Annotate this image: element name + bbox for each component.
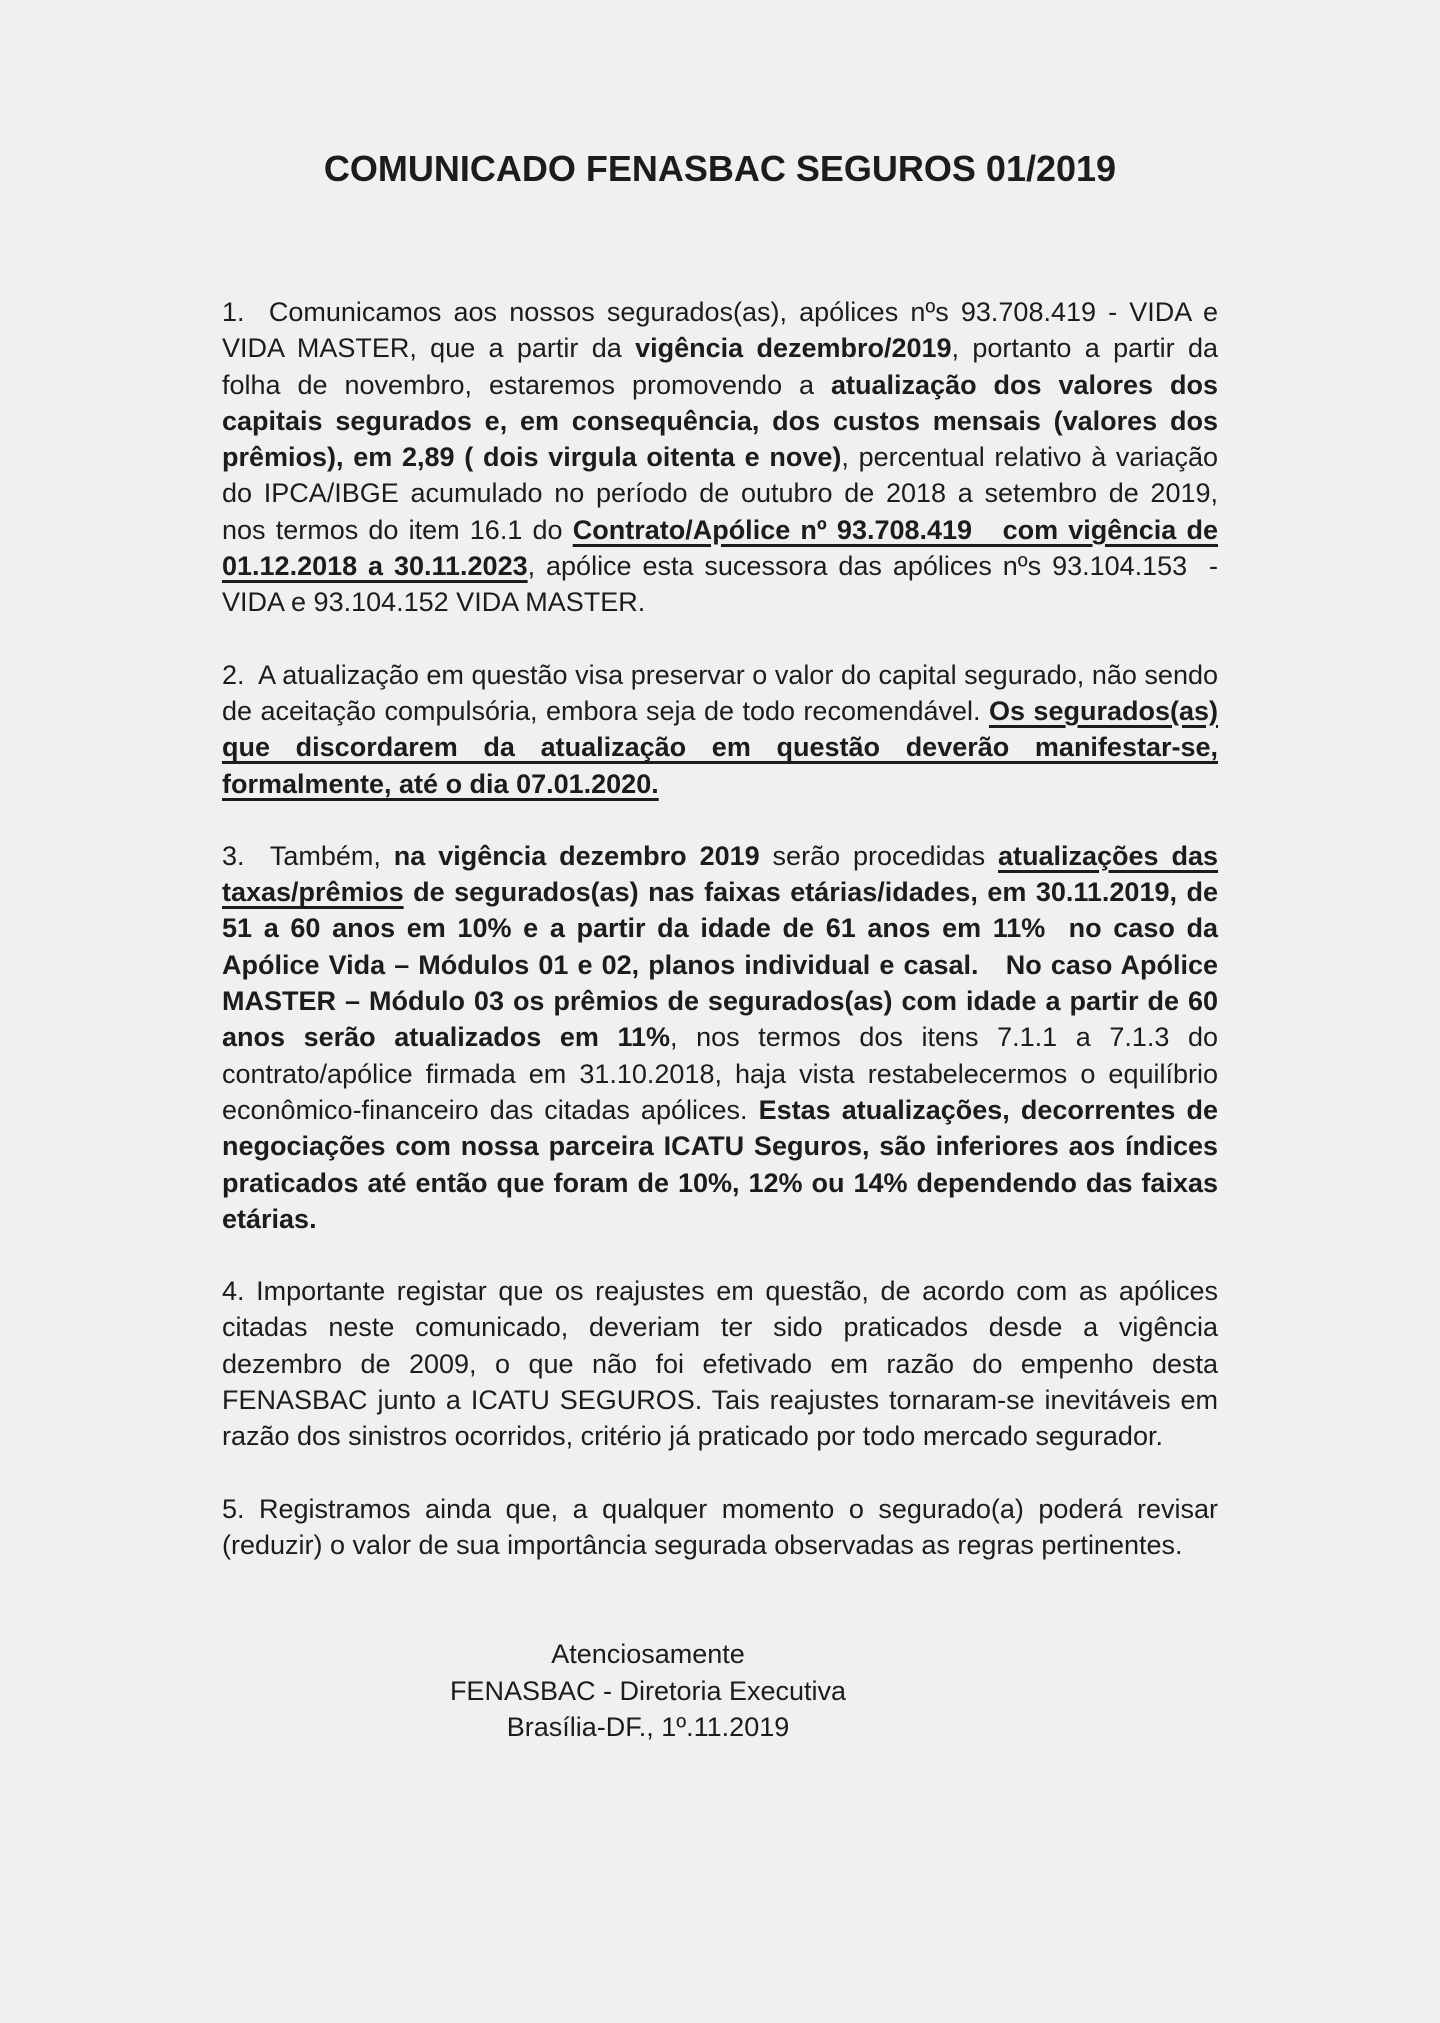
text-run: atualizações das taxas/prêmios	[222, 840, 1219, 908]
text-run: 4. Importante registar que os reajustes em questão, de acordo com as apólices citadas neste comunicado, deveriam ter sido praticados desde a vigência dezembro de 2009, o que não foi efetivado em razão do empenho desta FENASBAC junto a ICATU SEGUROS. Tais reajustes tornaram-se inevitáveis em razão dos sinistros ocorridos, critério já praticado por todo mercado segurador.	[222, 1276, 1218, 1452]
text-run: , nos termos dos itens 7.1.1 a 7.1.3 do contrato/apólice firmada em 31.10.2018, haja vista restabelecermos o equilíbrio econômico-financeiro das citadas apólices.	[222, 1022, 1218, 1125]
text-run: 5. Registramos ainda que, a qualquer momento o segurado(a) poderá revisar (reduzir) o valor de sua importância segurada observadas as regras pertinentes.	[222, 1493, 1218, 1560]
text-run: Contrato/Apólice nº 93.708.419 com vigência de 01.12.2018 a 30.11.2023	[222, 514, 1218, 582]
text-run: , apólice esta sucessora das apólices nºs 93.104.153 - VIDA e 93.104.152 VIDA MASTER.	[222, 551, 1218, 618]
text-run: 1. Comunicamos aos nossos segurados(as), apólices nºs 93.708.419 - VIDA e VIDA MASTER, que a partir da	[222, 297, 1218, 364]
paragraph-2	[222, 657, 1218, 802]
text-run: , percentual relativo à variação do IPCA/IBGE acumulado no período de outubro de 2018 a setembro de 2019, nos termos do item 16.1 do	[222, 442, 1218, 545]
text-run: na vigência dezembro 2019	[393, 840, 760, 871]
signature-block	[222, 1636, 1074, 1745]
text-run: , portanto a partir da folha de novembro, estaremos promovendo a	[222, 333, 1218, 400]
closing-salutation: Atenciosamente	[551, 1639, 745, 1670]
text-run: vigência dezembro/2019	[635, 333, 952, 364]
paragraph-1	[222, 294, 1218, 621]
paragraph-4	[222, 1273, 1218, 1454]
text-run: Estas atualizações, decorrentes de negociações com nossa parceira ICATU Seguros, são inferiores aos índices praticados até então que foram de 10%, 12% ou 14% dependendo das faixas etárias.	[222, 1094, 1218, 1234]
document-body	[222, 294, 1218, 1745]
closing-author: FENASBAC - Diretoria Executiva	[449, 1675, 847, 1706]
text-run: atualização dos valores dos capitais segurados e, em consequência, dos custos mensais (valores dos prêmios), em 2,89 ( dois virgula oitenta e nove)	[222, 369, 1218, 473]
text-run: Os segurados(as) que discordarem da atualização em questão deverão manifestar-se, formalmente, até o dia 07.01.2020.	[222, 695, 1218, 799]
closing-date-place: Brasília-DF., 1º.11.2019	[506, 1711, 790, 1742]
document-title: COMUNICADO FENASBAC SEGUROS 01/2019	[323, 148, 1117, 189]
paragraph-3	[222, 838, 1218, 1237]
text-run: 2. A atualização em questão visa preservar o valor do capital segurado, não sendo de aceitação compulsória, embora seja de todo recomendável.	[222, 659, 1218, 726]
text-run: 3. Também,	[222, 840, 394, 871]
paragraph-5	[222, 1491, 1218, 1564]
text-run: serão procedidas	[759, 840, 998, 871]
text-run: de segurados(as) nas faixas etárias/idades, em 30.11.2019, de 51 a 60 anos em 10% e a partir da idade de 61 anos em 11% no caso da Apólice Vida – Módulos 01 e 02, planos individual e casal. No caso Apólice MASTER – Módulo 03 os prêmios de segurados(as) com idade a partir de 60 anos serão atualizados em 11%	[222, 877, 1218, 1053]
